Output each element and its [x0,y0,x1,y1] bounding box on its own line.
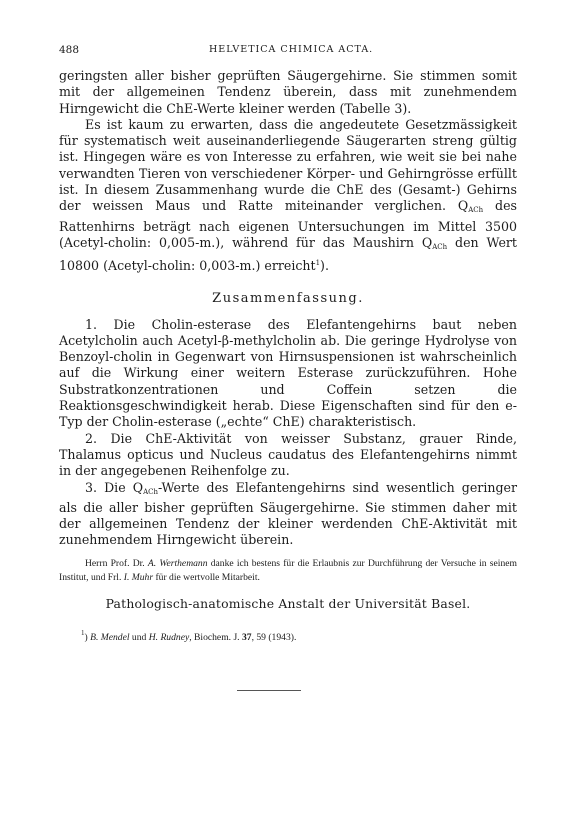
journal-page [59,44,517,643]
footnote-text: , 59 (1943). [251,631,297,643]
ack-name-muhr: I. Muhr [123,571,154,583]
ack-text: Herrn Prof. Dr. [85,557,148,569]
subscript-ach: ACh [468,206,484,215]
summary-item-3-text-b: -Werte des Elefantengehirns sind wesentlich geringer als die aller bisher geprüften Säugergehirne. Sie stimmen daher mit der allgemeinen Tendenz der kleiner werdenden ChE-Aktivität mit zunehmendem Hirngewicht überein. [59,479,517,548]
intro-text-c: den Wert 10800 (Acetyl-cholin: 0,003-m.) erreicht [59,234,517,274]
subscript-ach: ACh [432,242,448,251]
intro-text-d: ). [320,258,329,274]
intro-text-b: des Rattenhirns beträgt nach eigenen Untersuchungen im Mittel 3500 (Acetyl-cholin: 0,005-m.), während für das Maushirn Q [59,198,517,250]
intro-paragraph-1: geringsten aller bisher geprüften Säugergehirne. Sie stimmen somit mit der allgemeinen Tendenz überein, dass mit zunehmendem Hirngewicht die ChE-Werte kleiner werden (Tabelle 3). [59,68,517,116]
running-head [59,44,517,58]
end-rule [237,690,301,691]
footnote-reference: 1 [315,259,321,268]
acknowledgement [59,557,517,585]
footnote-author-mendel: B. Mendel [90,631,130,643]
page-number: 488 [59,44,80,56]
footnote-text: ) [84,631,91,643]
summary-item-3 [59,480,517,549]
institute-affiliation: Pathologisch-anatomische Anstalt der Universität Basel. [105,595,471,611]
footnote-author-rudney: H. Rudney [148,631,190,643]
summary-item-3-text-a: 3. Die Q [85,479,144,495]
footnote-text: , Biochem. J. [189,631,242,643]
summary-item-1: 1. Die Cholin-esterase des Elefantengehirns baut neben Acetylcholin auch Acetyl-β-methylcholin ab. Die geringe Hydrolyse von Benzoyl-cholin in Gegenwart von Hirnsuspensionen ist wahrscheinlich auf die Wirkung einer weitern Esterase zurückzuführen. Hohe Substratkonzentrationen und Coffein setzen die Reaktionsgeschwindigkeit herab. Diese Eigenschaften sind für den e-Typ der Cholin-esterase („echte“ ChE) charakteristisch. [59,316,517,430]
footnote-volume: 37 [241,631,252,643]
intro-paragraph-2 [59,117,517,275]
ack-text: danke ich bestens für die Erlaubnis zur Durchführung der Versuche in seinem Institut, und Frl. [59,557,517,583]
footnote [81,629,517,643]
subscript-ach: ACh [143,487,158,496]
ack-text: für die wertvolle Mitarbeit. [153,571,260,583]
summary-item-2: 2. Die ChE-Aktivität von weisser Substanz, grauer Rinde, Thalamus opticus und Nucleus caudatus des Elefantengehirns nimmt in der angegebenen Reihenfolge zu. [59,430,517,479]
footnote-text: und [129,631,149,643]
intro-text-a: Es ist kaum zu erwarten, dass die angedeutete Gesetzmässigkeit für systematisch weit auseinanderliegende Säugerarten streng gültig ist. Hingegen wäre es von Interesse zu erfahren, wie weit sie bei nahe verwandten Tieren von verschiedener Körper- und Gehirngrösse erfüllt ist. In diesem Zusammenhang wurde die ChE des (Gesamt-) Gehirns der weissen Maus und Ratte miteinander verglichen. Q [59,116,517,214]
footnote-mark: 1 [81,628,85,637]
journal-title: HELVETICA CHIMICA ACTA. [209,44,374,55]
ack-name-werthemann: A. Werthemann [147,557,208,569]
summary-heading: Zusammenfassung. [212,290,364,306]
